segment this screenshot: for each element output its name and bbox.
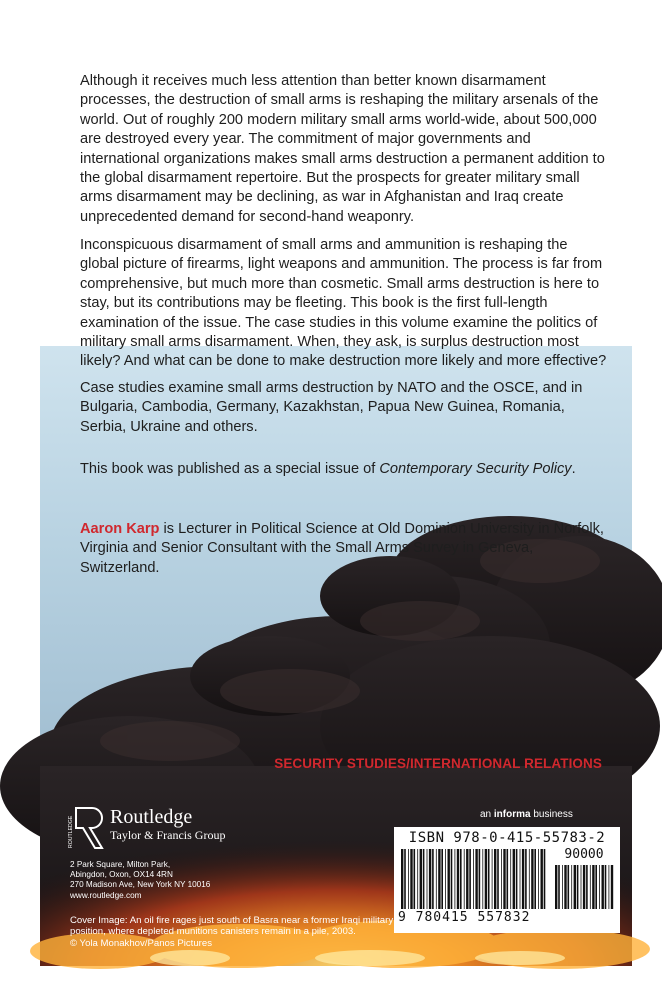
barcode-bar bbox=[529, 849, 530, 909]
isbn-number: ISBN 978-0-415-55783-2 bbox=[408, 830, 606, 846]
barcode-bar bbox=[525, 849, 527, 909]
barcode-bar bbox=[485, 849, 487, 909]
barcode-bar bbox=[497, 849, 499, 909]
barcode-bar bbox=[423, 849, 425, 909]
barcode-bar bbox=[574, 865, 576, 909]
special-issue-suffix: . bbox=[571, 461, 576, 477]
barcode-bar bbox=[469, 849, 471, 909]
credit-line: position, where depleted munitions canisters remain in a pile, 2003. bbox=[70, 926, 356, 938]
barcode-bar bbox=[602, 865, 604, 909]
price-addon-number: 90000 bbox=[564, 847, 604, 862]
barcode-bar bbox=[464, 849, 465, 909]
barcode-bar bbox=[436, 849, 437, 909]
addon-barcode-bars bbox=[554, 865, 614, 909]
barcode-bar bbox=[432, 849, 434, 909]
barcode-bar bbox=[586, 865, 588, 909]
barcode-bar bbox=[503, 849, 505, 909]
informa-word: informa bbox=[493, 809, 531, 820]
ean-barcode-bars bbox=[400, 849, 548, 909]
barcode-bar bbox=[475, 849, 477, 909]
barcode-bar bbox=[583, 865, 585, 909]
barcode-bar bbox=[438, 849, 440, 909]
barcode-bar bbox=[562, 865, 563, 909]
publisher-website: www.routledge.com bbox=[70, 890, 142, 900]
barcode-bar bbox=[538, 849, 539, 909]
barcode-bar bbox=[522, 849, 524, 909]
barcode-bar bbox=[457, 849, 459, 909]
barcode-bar bbox=[492, 849, 493, 909]
barcode-bar bbox=[427, 849, 428, 909]
barcode-bar bbox=[410, 849, 412, 909]
barcode-bar bbox=[460, 849, 462, 909]
credit-line: © Yola Monakhov/Panos Pictures bbox=[70, 937, 212, 949]
barcode-bar bbox=[590, 865, 591, 909]
paragraph-text bbox=[80, 460, 610, 479]
author-bio-text: is Lecturer in Political Science at Old Dominion University in Norfolk, Virginia and Senior Consultant with the Small Arms Survey in Geneva, Switzerland. bbox=[80, 521, 604, 576]
informa-prefix: an bbox=[480, 809, 494, 820]
barcode-bar bbox=[568, 865, 570, 909]
barcode-bar bbox=[448, 849, 450, 909]
case-studies-paragraph bbox=[80, 379, 610, 437]
barcode-bar bbox=[507, 849, 509, 909]
publisher-brand: Routledge bbox=[110, 806, 193, 828]
barcode-bar bbox=[534, 849, 536, 909]
barcode-bar bbox=[541, 849, 543, 909]
barcode-bar bbox=[455, 849, 456, 909]
barcode-bar bbox=[404, 849, 406, 909]
informa-business-label bbox=[480, 809, 573, 820]
cover-image-credit bbox=[70, 915, 410, 949]
description-paragraph-1 bbox=[80, 72, 610, 227]
description-paragraph-2 bbox=[80, 236, 610, 372]
barcode-bar bbox=[479, 849, 481, 909]
subject-category: SECURITY STUDIES/INTERNATIONAL RELATIONS bbox=[274, 756, 602, 771]
barcode-bar bbox=[408, 849, 409, 909]
publisher-name bbox=[110, 806, 225, 842]
barcode-bar bbox=[520, 849, 521, 909]
author-name: Aaron Karp bbox=[80, 521, 160, 537]
special-issue-paragraph bbox=[80, 460, 610, 479]
address-line: Abingdon, Oxon, OX14 4RN bbox=[70, 870, 173, 880]
barcode-bar bbox=[564, 865, 566, 909]
barcode-bar bbox=[401, 849, 403, 909]
barcode-bar bbox=[558, 865, 560, 909]
barcode-bar bbox=[595, 865, 597, 909]
barcode-bar bbox=[577, 865, 579, 909]
paragraph-text: Although it receives much less attention than better known disarmament processes, the destruction of small arms is reshaping the military arsenals of the world. Out of roughly 200 modern military small arms world-wide, about 500,000 are destroyed every year. The commitment of major governments and international organizations makes small arms destruction a permanent addition to the global disarmament repertoire. But the prospects for greater military small arms disarmament may be declining, as war in Afghanistan and Iraq create unprecedented demand for second-hand weaponry. bbox=[80, 73, 605, 225]
logo-vertical-text: ROUTLEDGE bbox=[68, 815, 74, 848]
barcode-bar bbox=[531, 849, 533, 909]
barcode-bar bbox=[599, 865, 600, 909]
paragraph-text bbox=[80, 520, 610, 578]
paragraph-text: Case studies examine small arms destruction by NATO and the OSCE, and in Bulgaria, Cambodia, Germany, Kazakhstan, Papua New Guinea, Romania, Serbia, Ukraine and others. bbox=[80, 380, 583, 435]
barcode-bar bbox=[473, 849, 474, 909]
informa-suffix: business bbox=[530, 809, 573, 820]
barcode-bar bbox=[592, 865, 594, 909]
barcode-bar bbox=[611, 865, 613, 909]
journal-title: Contemporary Security Policy bbox=[379, 461, 572, 477]
barcode-bar bbox=[513, 849, 515, 909]
barcode-bar bbox=[571, 865, 572, 909]
barcode-bar bbox=[414, 849, 416, 909]
barcode-bar bbox=[510, 849, 511, 909]
publisher-address bbox=[70, 860, 210, 901]
barcode-bar bbox=[417, 849, 418, 909]
barcode-bar bbox=[609, 865, 610, 909]
paragraph-text: Inconspicuous disarmament of small arms and ammunition is reshaping the global picture of firearms, light weapons and ammunition. The process is far from comprehensive, but much more than cosmetic. Small arms destruction is here to stay, but its contributions may be fleeting. This book is the first full-length examination of the issue. The case studies in this volume examine the politics of military small arms disarmament. When, they ask, is surplus destruction most likely? And what can be done to make destruction more likely and more effective? bbox=[80, 237, 607, 370]
publisher-group: Taylor & Francis Group bbox=[110, 828, 226, 842]
address-line: 270 Madison Ave, New York NY 10016 bbox=[70, 880, 211, 890]
credit-line: Cover Image: An oil fire rages just south of Basra near a former Iraqi military bbox=[70, 915, 394, 926]
barcode-bar bbox=[429, 849, 431, 909]
address-line: 2 Park Square, Milton Park, bbox=[70, 860, 171, 869]
isbn-barcode bbox=[394, 827, 620, 933]
barcode-bar bbox=[420, 849, 422, 909]
barcode-bar bbox=[482, 849, 483, 909]
publisher-logo bbox=[70, 806, 225, 850]
barcode-bar bbox=[581, 865, 582, 909]
ean-number: 9 780415 557832 bbox=[398, 910, 531, 925]
barcode-bar bbox=[494, 849, 496, 909]
barcode-bar bbox=[501, 849, 502, 909]
barcode-bar bbox=[451, 849, 453, 909]
barcode-bar bbox=[445, 849, 446, 909]
barcode-bar bbox=[466, 849, 468, 909]
author-bio bbox=[80, 520, 610, 578]
barcode-bar bbox=[544, 849, 546, 909]
book-back-cover bbox=[40, 30, 632, 966]
barcode-bar bbox=[605, 865, 607, 909]
barcode-bar bbox=[555, 865, 557, 909]
routledge-logo-icon bbox=[70, 806, 104, 850]
special-issue-prefix: This book was published as a special issue of bbox=[80, 461, 380, 477]
barcode-bar bbox=[488, 849, 490, 909]
barcode-bar bbox=[516, 849, 518, 909]
barcode-bar bbox=[441, 849, 443, 909]
